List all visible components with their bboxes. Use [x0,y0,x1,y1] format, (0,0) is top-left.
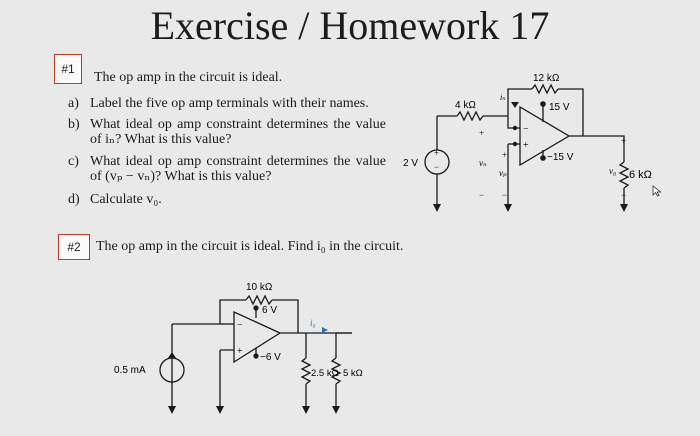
resistor-2-5k [302,358,310,384]
vneg-terminal [540,155,546,161]
label-5k: 5 kΩ [343,368,363,379]
problem-1-part-a [68,96,390,112]
label-in: iₙ [500,93,506,102]
circuit-1-diagram [395,66,680,216]
part-label: d) [68,192,80,207]
down-arrow-icon [620,204,628,212]
label-12k: 12 kΩ [533,73,560,84]
resistor-6k [620,162,628,188]
problem-1-part-c [68,154,390,186]
output-branches [306,333,352,358]
resistor-4k [457,112,483,120]
output-wire [569,136,627,162]
label-2-5k: 2.5 kΩ [311,368,339,379]
part-text: Calculate v₀. [90,192,162,207]
label-6k: 6 kΩ [629,169,652,181]
label-05ma: 0.5 mA [114,365,146,376]
label-15v: 15 V [549,102,570,113]
down-arrow-icon [433,204,441,212]
vpos-terminal [253,305,258,310]
problem-2-text: The op amp in the circuit is ideal. Find i₀ in the circuit. [96,239,404,254]
source-minus: − [434,162,440,172]
noninv-input-wire [220,350,234,408]
vn-minus: − [479,190,485,200]
problem-1-part-b [68,117,390,149]
current-arrow-icon [511,102,519,108]
label-vo: v₀ [609,166,617,176]
problem-2-badge: #2 [58,234,90,260]
source-plus: + [434,148,440,158]
vo-plus: + [621,136,627,146]
label-vn: vₙ [479,158,487,168]
plus-sign: + [523,140,529,151]
label-io: i₀ [310,318,316,328]
down-arrow-icon [332,406,340,414]
vo-minus: − [621,190,627,200]
problem-1-part-d [68,192,390,208]
plus-sign: + [237,346,243,357]
resistor-10k [246,296,272,304]
label-4k: 4 kΩ [455,100,476,111]
label-neg15v: −15 V [547,152,574,163]
inv-dot [513,126,517,130]
circuit-2-diagram [110,278,420,428]
load-ground-wires [306,384,336,408]
label-10k: 10 kΩ [246,282,273,293]
problem-1-intro: The op amp in the circuit is ideal. [94,70,283,85]
current-arrow-icon [322,327,328,333]
part-text: What ideal op amp constraint determines the value of (vₚ − vₙ)? What is this value? [90,154,386,184]
vp-plus: + [502,150,508,160]
label-2v: 2 V [403,158,419,169]
minus-sign: − [523,124,529,135]
up-arrow-icon [168,352,176,358]
label-vp: vₚ [499,168,507,178]
problem-1-badge: #1 [54,54,82,84]
vn-plus: + [479,128,485,138]
part-label: a) [68,96,79,111]
down-arrow-icon [504,204,512,212]
page-title: Exercise / Homework 17 [150,3,550,48]
resistor-12k [532,85,558,93]
label-6v: 6 V [262,305,278,316]
down-arrow-icon [302,406,310,414]
part-text: Label the five op amp terminals with their names. [90,96,369,111]
vp-minus: − [502,190,508,200]
down-arrow-icon [168,406,176,414]
vpos-terminal [540,101,546,107]
part-label: b) [68,117,80,132]
label-neg6v: −6 V [260,352,281,363]
down-arrow-icon [216,406,224,414]
noninv-dot [513,142,517,146]
vneg-terminal [253,353,258,358]
part-text: What ideal op amp constraint determines the value of iₙ? What is this value? [90,117,386,147]
minus-sign: − [237,320,243,331]
cursor-icon [652,185,662,197]
part-label: c) [68,154,79,169]
